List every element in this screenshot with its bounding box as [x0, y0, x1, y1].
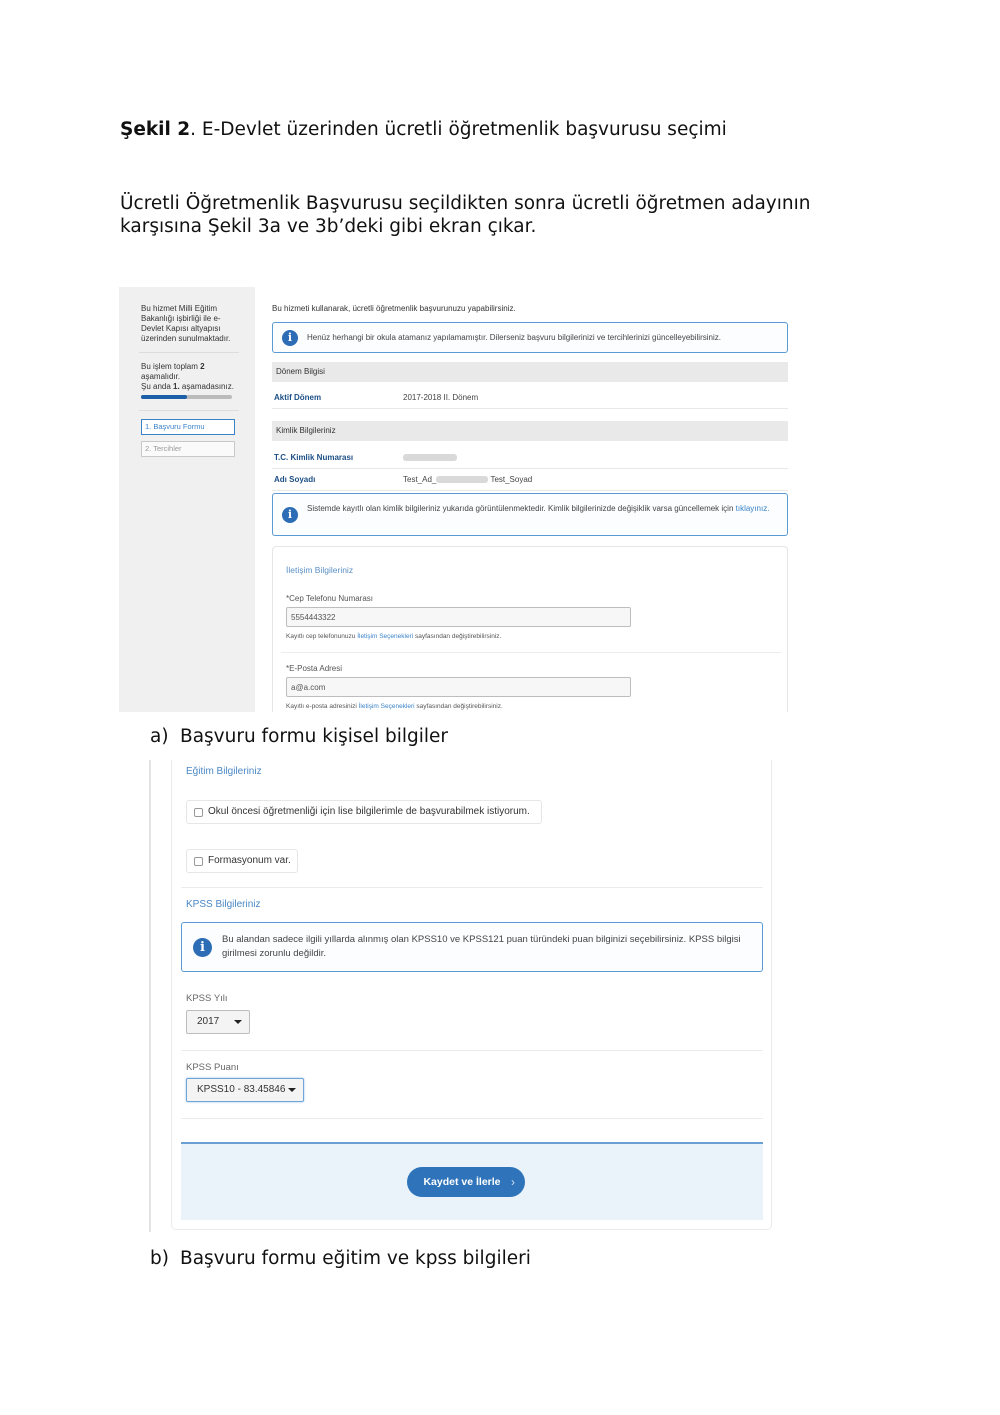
info-icon: i [282, 330, 298, 346]
row-tc-number [272, 447, 788, 469]
caption-a [150, 726, 448, 747]
phone-help-pre: Kayıtlı cep telefonunuzu [286, 633, 358, 640]
contact-panel [272, 546, 788, 712]
checkbox-icon[interactable] [194, 808, 203, 817]
chevron-down-icon [234, 1020, 242, 1024]
caption-b-label: b) [150, 1248, 169, 1269]
save-and-continue-button[interactable] [407, 1167, 525, 1197]
update-identity-link[interactable]: tıklayınız. [735, 504, 770, 513]
checkbox-icon[interactable] [194, 857, 203, 866]
row-active-term [272, 387, 788, 409]
kpss-year-value: 2017 [197, 1016, 220, 1027]
kpss-alert-text: Bu alandan sadece ilgili yıllarda alınmış olan KPSS10 ve KPSS121 puan türündeki puan bilginizi seçebilirsiniz. KPSS bilgisi girilmesi zorunlu değildir. [222, 934, 741, 959]
formation-checkbox[interactable] [186, 849, 298, 873]
kpss-score-select[interactable] [186, 1078, 304, 1102]
left-border [149, 760, 151, 1232]
step-application-form[interactable]: 1. Başvuru Formu [141, 419, 235, 435]
screenshot-application-form-personal [119, 287, 789, 712]
steps-info [141, 362, 241, 392]
email-contact-options-link[interactable]: İletişim Seçenekleri [358, 703, 415, 710]
tc-number-value [403, 453, 457, 462]
section-divider [181, 1118, 763, 1119]
service-intro: Bu hizmeti kullanarak, ücretli öğretmenlik başvurunuzu yapabilirsiniz. [272, 304, 516, 313]
kpss-score-label: KPSS Puanı [186, 1062, 239, 1073]
active-term-value: 2017-2018 II. Dönem [403, 393, 479, 402]
main-content [272, 287, 789, 712]
progress-fill [141, 395, 187, 399]
info-icon: i [282, 507, 298, 523]
email-help [286, 703, 503, 710]
first-name: Test_Ad_ [403, 475, 437, 484]
form-footer [181, 1142, 763, 1220]
sidebar-divider [139, 352, 239, 353]
row-full-name [272, 469, 788, 491]
section-header-identity: Kimlik Bilgileriniz [272, 421, 788, 441]
caption-a-label: a) [150, 726, 169, 747]
name-value [403, 475, 532, 484]
sidebar-divider [139, 410, 239, 411]
phone-input[interactable]: 5554443322 [286, 607, 631, 627]
contact-title: İletişim Bilgileriniz [286, 565, 354, 575]
chevron-right-icon: › [511, 1175, 515, 1189]
phone-contact-options-link[interactable]: İletişim Seçenekleri [357, 633, 414, 640]
alert-text: Henüz herhangi bir okula atamanız yapılamamıştır. Dilerseniz başvuru bilgilerinizi ve tercihlerinizi güncelleyebilirsiniz. [307, 333, 721, 342]
progress-bar [141, 395, 232, 399]
phone-help-post: sayfasından değiştirebilirsiniz. [413, 633, 502, 640]
steps-suffix: aşamalıdır. [141, 372, 181, 381]
current-prefix: Şu anda [141, 382, 174, 391]
redacted-value [403, 454, 457, 461]
active-term-label: Aktif Dönem [274, 393, 322, 402]
phone-help [286, 633, 501, 640]
info-icon: i [193, 938, 212, 957]
screenshot-application-form-education [149, 760, 774, 1232]
redacted-value [436, 476, 488, 483]
save-and-continue-label: Kaydet ve İlerle [423, 1176, 501, 1188]
last-name: Test_Soyad [490, 475, 533, 484]
kpss-year-label: KPSS Yılı [186, 993, 228, 1004]
section-header-term: Dönem Bilgisi [272, 362, 788, 382]
education-title: Eğitim Bilgileriniz [186, 766, 262, 777]
identity-alert-message: Sistemde kayıtlı olan kimlik bilgileriniz yukarıda görüntülenmektedir. Kimlik bilgilerinizde değişiklik varsa güncellemek için [307, 504, 736, 513]
kpss-info-alert [181, 922, 763, 972]
kpss-score-value: KPSS10 - 83.45846 [197, 1084, 286, 1095]
preschool-checkbox[interactable] [186, 800, 542, 824]
preschool-checkbox-label: Okul öncesi öğretmenliği için lise bilgilerimle de başvurabilmek istiyorum. [208, 806, 530, 817]
section-divider [181, 887, 763, 888]
phone-label: *Cep Telefonu Numarası [286, 594, 374, 603]
email-help-pre: Kayıtlı e-posta adresinizi [286, 703, 359, 710]
section-divider [181, 1050, 763, 1051]
kpss-year-select[interactable] [186, 1010, 250, 1034]
chevron-down-icon [288, 1088, 296, 1092]
email-input[interactable]: a@a.com [286, 677, 631, 697]
figure-title-text: . E-Devlet üzerinden ücretli öğretmenlik başvurusu seçimi [190, 119, 727, 140]
caption-b-text: Başvuru formu eğitim ve kpss bilgileri [180, 1248, 531, 1269]
email-label: *E-Posta Adresi [286, 664, 343, 673]
steps-total: 2 [200, 362, 205, 371]
current-step: 1. [173, 382, 180, 391]
formation-checkbox-label: Formasyonum var. [208, 855, 291, 866]
panel-divider [281, 652, 781, 653]
caption-b [150, 1248, 531, 1269]
service-note: Bu hizmet Milli Eğitim Bakanlığı işbirliği ile e-Devlet Kapısı altyapısı üzerinden sunulmaktadır. [141, 304, 231, 343]
email-help-post: sayfasından değiştirebilirsiniz. [414, 703, 503, 710]
intro-paragraph: Ücretli Öğretmenlik Başvurusu seçildikten sonra ücretli öğretmen adayının karşısına Şekil 3a ve 3b’deki gibi ekran çıkar. [120, 193, 811, 237]
kpss-title: KPSS Bilgileriniz [186, 899, 261, 910]
step-preferences[interactable]: 2. Tercihler [141, 441, 235, 457]
figure-label: Şekil 2 [120, 119, 191, 140]
figure-title [120, 118, 727, 141]
sidebar [119, 287, 255, 712]
identity-alert [272, 493, 788, 536]
steps-prefix: Bu işlem toplam [141, 362, 201, 371]
current-suffix: aşamadasınız. [179, 382, 234, 391]
tc-number-label: T.C. Kimlik Numarası [274, 453, 354, 462]
identity-alert-text [307, 503, 779, 515]
info-alert [272, 322, 788, 353]
caption-a-text: Başvuru formu kişisel bilgiler [180, 726, 448, 747]
name-label: Adı Soyadı [274, 475, 316, 484]
